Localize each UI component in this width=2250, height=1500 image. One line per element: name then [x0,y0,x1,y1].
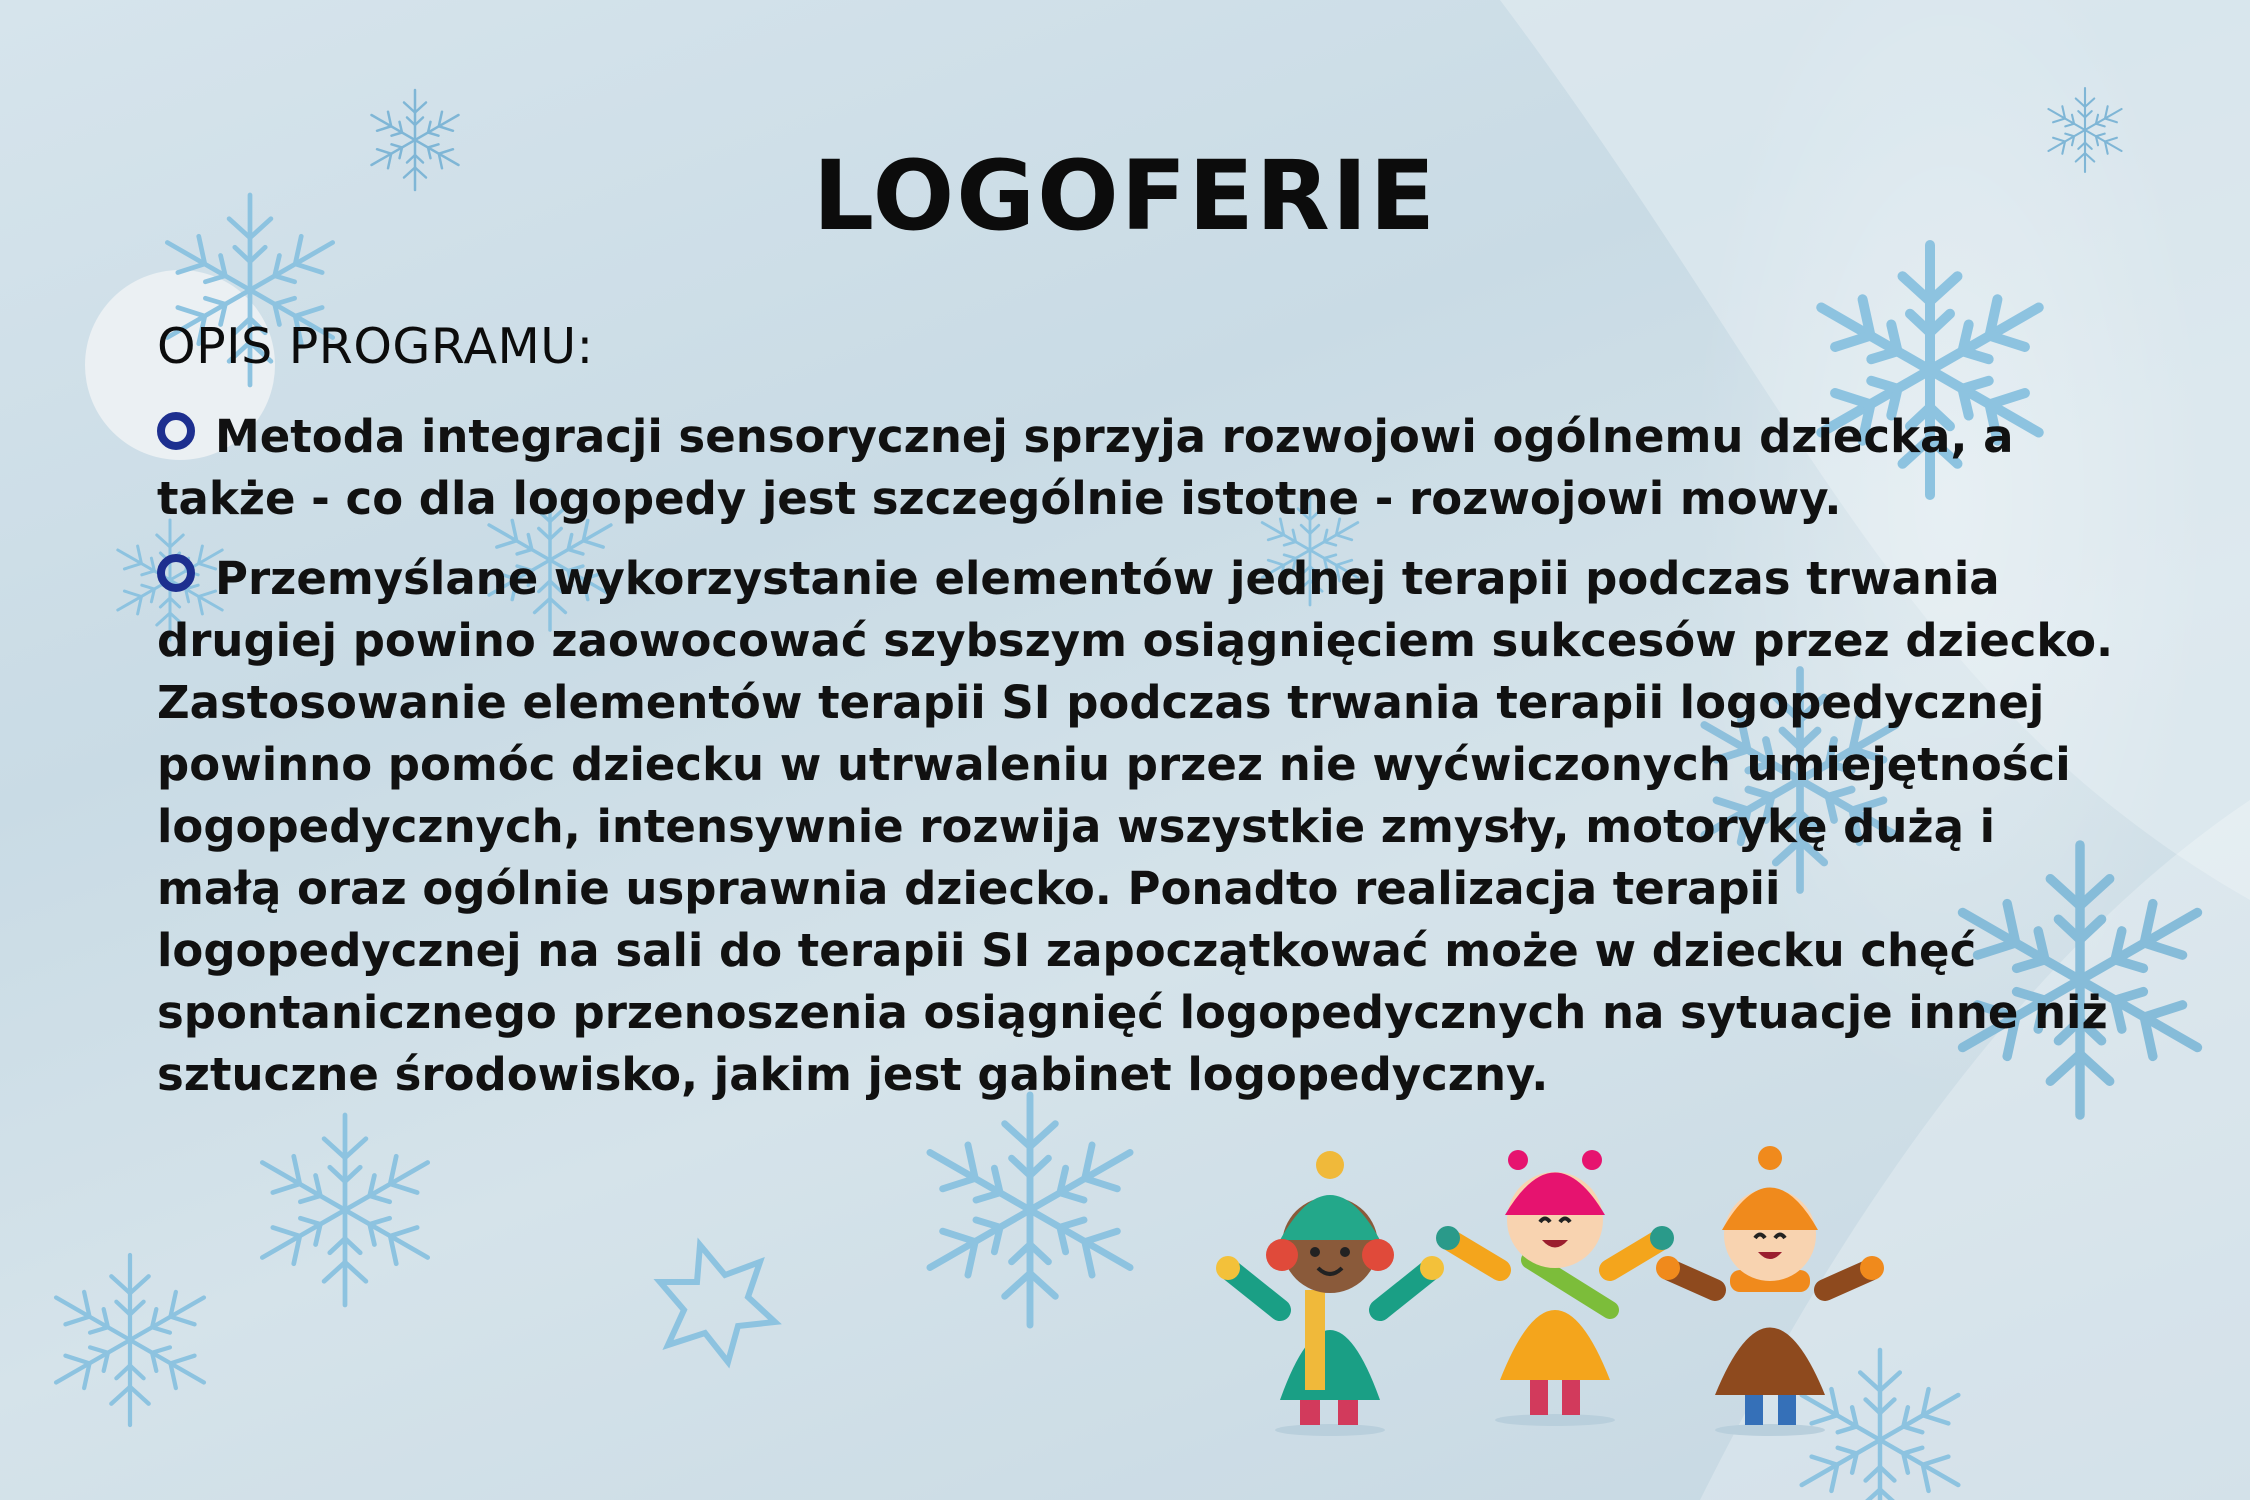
child-orange-hat-icon [1656,1146,1884,1436]
circle-bullet-icon [157,554,195,592]
snowflake-icon [56,1255,204,1425]
description-list [157,406,2127,1124]
child-green-hat-icon [1216,1151,1444,1436]
page-title: LOGOFERIE [812,140,1438,252]
circle-bullet-icon [157,412,195,450]
list-item [157,548,2127,1106]
list-item-text: Metoda integracji sensorycznej sprzyja rozwojowi ogólnemu dziecka, a także - co dla logopedy jest szczególnie istotne - rozwojowi mowy. [157,410,2014,525]
snowflake-icon [262,1115,427,1305]
section-heading: OPIS PROGRAMU: [157,318,594,375]
list-item [157,406,2127,530]
snowflake-icon [930,1095,1130,1325]
star-icon [660,1245,775,1362]
list-item-text: Przemyślane wykorzystanie elementów jednej terapii podczas trwania drugiej powino zaowocować szybszym osiągnięciem sukcesów przez dziecko. Zastosowanie elementów terapii SI podczas trwania terapii logopedycznej powinno pomóc dziecku w utrwaleniu przez nie wyćwiczonych umiejętności logopedycznych, intensywnie rozwija wszystkie zmysły, motorykę dużą i małą oraz ogólnie usprawnia dziecko. Ponadto realizacja terapii logopedycznej na sali do terapii SI zapoczątkować może w dziecku chęć spontanicznego przenoszenia osiągnięć logopedycznych na sytuacje inne niż sztuczne środowisko, jakim jest gabinet logopedyczny. [157,552,2114,1101]
child-pink-hat-icon [1436,1150,1674,1426]
children-illustration [1200,1140,1920,1440]
